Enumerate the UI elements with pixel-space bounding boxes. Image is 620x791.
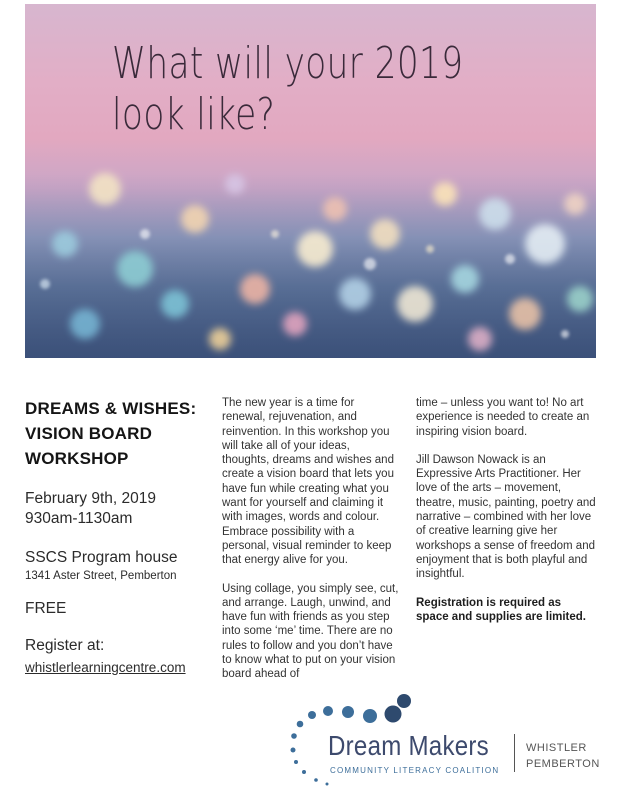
event-date-block bbox=[25, 489, 215, 529]
logo-location-line: PEMBERTON bbox=[526, 758, 600, 770]
logo-tagline: COMMUNITY LITERACY COALITION bbox=[330, 766, 500, 775]
logo-location-line: WHISTLER bbox=[526, 742, 587, 754]
facilitator-bio: Jill Dawson Nowack is an Expressive Arts Practitioner. Her love of the arts – movement, theatre, music, painting, poetry and narrative – combined with her love of creative learning give her workshops a sense of freedom and enjoyment that is both playful and insightful. bbox=[416, 453, 596, 581]
hero-image bbox=[25, 4, 596, 358]
event-title-line: DREAMS & WISHES: bbox=[25, 399, 197, 418]
dream-makers-logo bbox=[280, 688, 610, 788]
register-label: Register at: bbox=[25, 637, 105, 654]
event-date: February 9th, 2019 bbox=[25, 490, 156, 507]
event-time: 930am-1130am bbox=[25, 510, 133, 527]
event-venue: SSCS Program house bbox=[25, 549, 178, 566]
description-column-1 bbox=[222, 396, 400, 696]
register-link[interactable]: whistlerlearningcentre.com bbox=[25, 660, 186, 675]
event-details bbox=[25, 396, 215, 678]
event-title bbox=[25, 396, 215, 471]
event-title-line: WORKSHOP bbox=[25, 449, 129, 468]
logo-divider bbox=[514, 734, 515, 772]
logo-name: Dream Makers bbox=[328, 730, 489, 761]
description-column-2 bbox=[416, 396, 596, 638]
description-paragraph: The new year is a time for renewal, rejuvenation, and reinvention. In this workshop you will take all of your ideas, thoughts, dreams and wishes and create a vision board that lets you have fun while creating what you want for yourself and claiming it with images, words and colour. Embrace possibility with a personal, visual reminder to keep that energy alive for you. bbox=[222, 397, 394, 567]
event-address: 1341 Aster Street, Pemberton bbox=[25, 570, 177, 582]
registration-notice: Registration is required as space and supplies are limited. bbox=[416, 596, 587, 623]
logo-location bbox=[526, 740, 600, 772]
hero-headline: What will your 2019 look like? bbox=[112, 38, 464, 140]
event-title-line: VISION BOARD bbox=[25, 424, 153, 443]
description-paragraph: time – unless you want to! No art experience is needed to create an inspiring vision board. bbox=[416, 397, 590, 438]
description-paragraph: Using collage, you simply see, cut, and arrange. Laugh, unwind, and have fun with friends as you step into some ‘me’ time. There are no rules to follow and you don’t have to know what to put on your vision board ahead of bbox=[222, 582, 399, 681]
event-price: FREE bbox=[25, 600, 67, 617]
